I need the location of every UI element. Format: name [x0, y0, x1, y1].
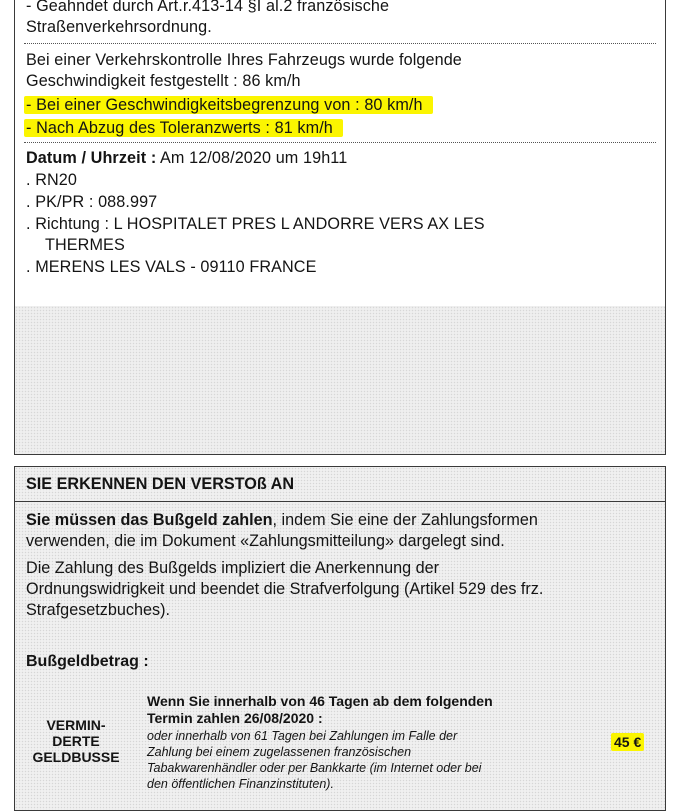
payment-obligation-rest: , indem Sie eine der Zahlungsformen [272, 511, 538, 529]
tolerance-line [26, 119, 343, 138]
payment-detail-line-1: oder innerhalb von 61 Tagen bei Zahlungen im Falle der [147, 729, 458, 743]
payment-condition [147, 693, 493, 727]
reduced-fine-label-2: DERTE [52, 733, 100, 749]
payment-detail-line-2: Zahlung bei einem zugelassenen französischen [147, 745, 412, 759]
reduced-fine-label-3: GELDBUSSE [32, 749, 120, 765]
consequence-line-1: Die Zahlung des Bußgelds impliziert die Anerkennung der [26, 559, 440, 577]
offense-details-box [14, 0, 666, 455]
location-pk-pr: . PK/PR : 088.997 [26, 193, 158, 211]
section-header [15, 467, 665, 502]
datetime-label: Datum / Uhrzeit : [26, 149, 157, 167]
fine-amount-heading: Bußgeldbetrag : [26, 653, 149, 670]
consequence-line-3: Strafgesetzbuches). [26, 601, 170, 619]
dotted-separator-2 [24, 142, 656, 143]
location-direction-cont: THERMES [45, 236, 125, 254]
location-direction: . Richtung : L HOSPITALET PRES L ANDORRE VERS AX LES [26, 215, 485, 233]
location-town: . MERENS LES VALS - 09110 FRANCE [26, 258, 317, 276]
payment-condition-line-2: Termin zahlen 26/08/2020 : [147, 710, 323, 726]
legal-basis-line-2: Straßenverkehrsordnung. [26, 18, 212, 36]
payment-detail-line-3: Tabakwarenhändler oder per Bankkarte (im Internet oder bei [147, 761, 482, 775]
location-road: . RN20 [26, 171, 77, 189]
payment-condition-line-1: Wenn Sie innerhalb von 46 Tagen ab dem folgenden [147, 693, 493, 709]
payment-paragraph-line-1 [26, 511, 538, 530]
payment-condition-details [147, 728, 481, 792]
speed-text-line-2: Geschwindigkeit festgestellt : 86 km/h [26, 72, 301, 90]
payment-paragraph-line-2: verwenden, die im Dokument «Zahlungsmitteilung» dargelegt sind. [26, 532, 505, 550]
speed-limit-line [26, 96, 433, 115]
dotted-separator [24, 43, 656, 44]
section-heading: SIE ERKENNEN DEN VERSTOß AN [26, 475, 295, 493]
consequence-line-2: Ordnungswidrigkeit und beendet die Strafverfolgung (Artikel 529 des frz. [26, 580, 544, 598]
legal-basis-line-1: - Geahndet durch Art.r.413-14 §I al.2 französische [26, 0, 390, 15]
reduced-fine-label [21, 717, 131, 765]
speed-text-line-1: Bei einer Verkehrskontrolle Ihres Fahrzeugs wurde folgende [26, 51, 462, 69]
speed-limit-highlight: - Bei einer Geschwindigkeitsbegrenzung von : 80 km/h [24, 96, 433, 114]
datetime-value: Am 12/08/2020 um 19h11 [156, 149, 348, 167]
payment-detail-line-4: den öffentlichen Finanzinstituten). [147, 777, 334, 791]
reduced-fine-label-1: VERMIN- [46, 717, 106, 733]
stippled-area [15, 306, 665, 454]
tolerance-highlight: - Nach Abzug des Toleranzwerts : 81 km/h [24, 119, 343, 137]
payment-obligation: Sie müssen das Bußgeld zahlen [26, 511, 273, 529]
datetime-line [26, 149, 347, 168]
acknowledgement-box [14, 466, 666, 811]
reduced-fine-amount [611, 734, 644, 752]
reduced-fine-amount-value: 45 € [611, 733, 644, 751]
